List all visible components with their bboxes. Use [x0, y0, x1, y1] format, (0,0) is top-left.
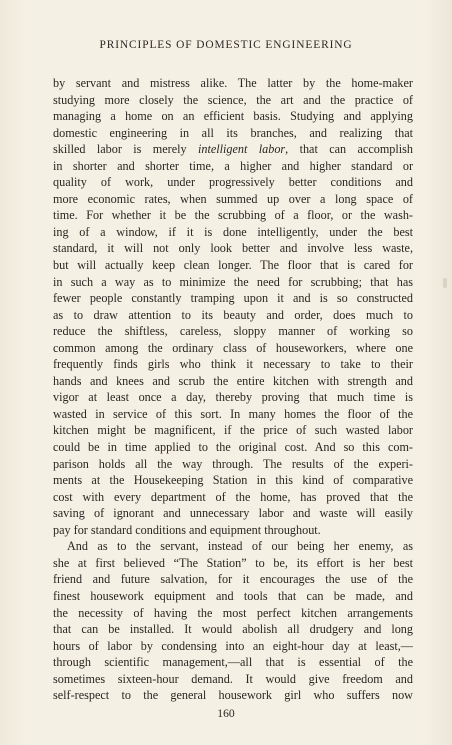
text-line: ments at the Housekeeping Station in this kind of comparative — [53, 473, 413, 488]
text-line: managing a home on an efficient basis. Studying and applying — [53, 109, 413, 124]
text-line: the necessity of having the most perfect kitchen arrangements — [53, 605, 413, 620]
text-line: parison holds all the way through. The results of the experi- — [53, 456, 413, 471]
emphasized-phrase: intelligent labor — [197, 142, 286, 157]
text-line: hours of labor by condensing into an eight-hour day at least,— — [53, 638, 413, 653]
text-line: sometimes sixteen-hour demand. It would give freedom and — [53, 671, 413, 686]
page-number: 160 — [217, 707, 235, 720]
text-line: but will actually keep clean longer. The floor that is cared for — [53, 258, 413, 273]
text-line: more economic rates, when summed up over a long space of — [53, 191, 413, 206]
text-line: through scientific management,—all that is essential of the — [53, 655, 413, 670]
text-line: in shorter and shorter time, a higher and higher standard or — [53, 158, 413, 173]
text-line: wasted in service of this sort. In many homes the floor of the — [53, 406, 413, 421]
text-line: kitchen might be magnificent, if the price of such wasted labor — [53, 423, 413, 438]
text-line: in such a way as to minimize the need for scrubbing; that has — [53, 274, 413, 289]
page-edge-mark — [443, 278, 447, 288]
text-line: time. For whether it be the scrubbing of a floor, or the wash- — [53, 208, 413, 223]
text-line: she at first believed “The Station” to be, its effort is her best — [53, 555, 413, 570]
text-line: could be in time applied to the original cost. And so this com- — [53, 440, 413, 455]
text-line: skilled labor is merely intelligent labor, that can accomplish — [53, 142, 414, 157]
text-line: studying more closely the science, the art and the practice of — [53, 92, 413, 107]
text-line: by servant and mistress alike. The latter by the home-maker — [53, 76, 413, 90]
paragraph-end-line: pay for standard conditions and equipment throughout. — [53, 522, 321, 537]
text-line: fewer people constantly tramping upon it and is so constructed — [53, 291, 413, 306]
text-line: vigor at least once a day, thereby proving that much time is — [53, 390, 413, 405]
text-line: standard, it will not only look better and involve less waste, — [53, 241, 413, 256]
text-line: domestic engineering in all its branches, and realizing that — [53, 125, 413, 140]
text-line: ing of a window, if it is done intelligently, under the best — [53, 224, 413, 239]
text-line: hands and knees and scrub the entire kitchen with strength and — [53, 373, 413, 388]
text-line: that can be installed. It would abolish all drudgery and long — [53, 622, 413, 637]
paragraph-start-line: And as to the servant, instead of our being her enemy, as — [67, 539, 413, 554]
text-line: finest housework equipment and tools that can be made, and — [53, 588, 413, 603]
running-head: PRINCIPLES OF DOMESTIC ENGINEERING — [99, 39, 353, 51]
text-line: common among the ordinary class of houseworkers, where one — [53, 340, 413, 355]
body-text — [53, 75, 413, 704]
text-line: self-respect to the general housework girl who suffers now — [53, 688, 413, 703]
text-line: quality of work, under progressively better conditions and — [53, 175, 413, 190]
text-line: friend and future salvation, for it encourages the use of the — [53, 572, 413, 587]
text-line: reduce the shiftless, careless, sloppy manner of working so — [53, 324, 413, 339]
text-line: saving of ignorant and unnecessary labor and waste will easily — [53, 506, 413, 521]
text-line: as to draw attention to its beauty and order, does much to — [53, 307, 413, 322]
text-line: frequently finds girls who think it necessary to take to their — [53, 357, 413, 372]
text-line: cost with every department of the home, has proved that the — [53, 489, 413, 504]
